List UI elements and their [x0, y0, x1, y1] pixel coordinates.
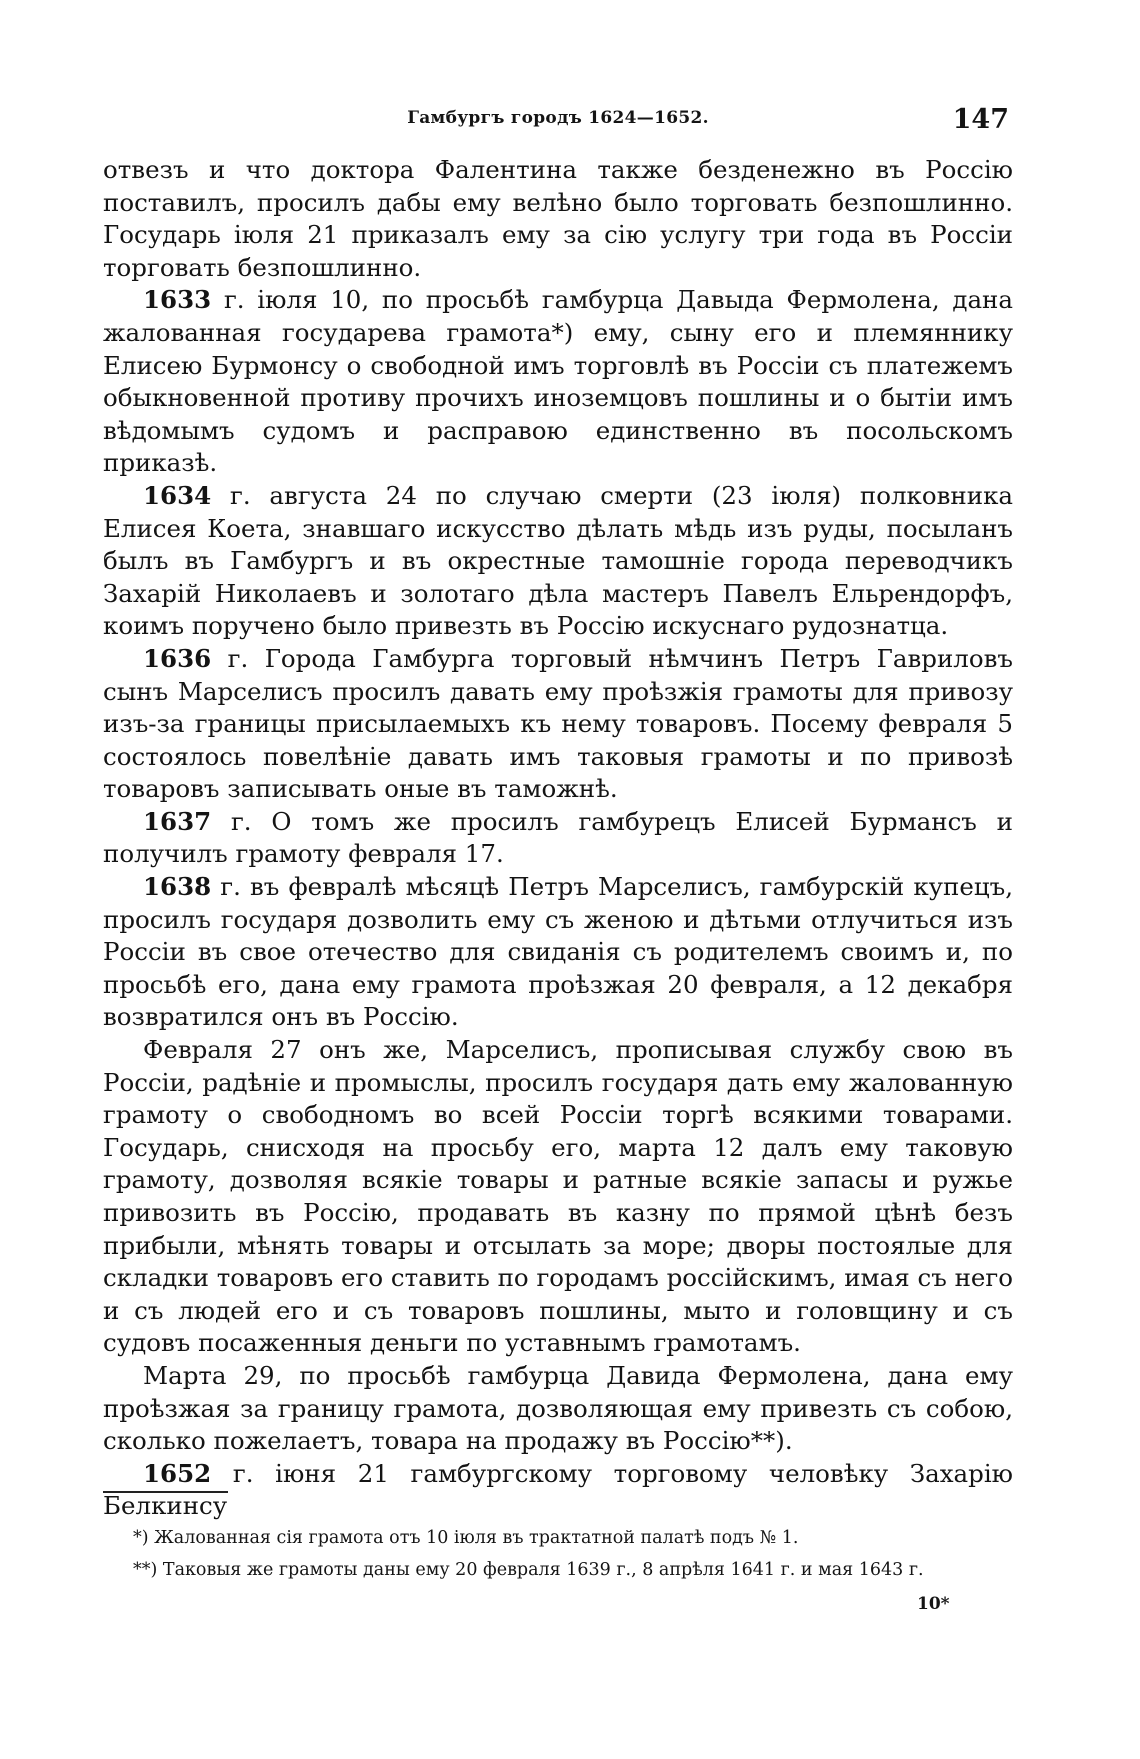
paragraph-text: г. О томъ же просилъ гамбурецъ Елисей Бурмансъ и получилъ грамоту февраля 17.: [103, 806, 1013, 869]
footnote: **) Таковыя же грамоты даны ему 20 февраля 1639 г., 8 апрѣля 1641 г. и мая 1643 г.: [133, 1560, 924, 1580]
body-text: [103, 154, 1013, 1523]
paragraph: [103, 643, 1013, 806]
page-header: [103, 104, 1013, 138]
paragraph-text: отвезъ и что доктора Фалентина также безденежно въ Россію поставилъ, просилъ дабы ему велѣно было торговать безпошлинно. Государь іюля 21 приказалъ ему за сію услугу три года въ Россіи торговать безпошлинно.: [103, 155, 1013, 282]
printer-signature-mark: 10*: [917, 1594, 950, 1614]
footnotes: [133, 1522, 1013, 1586]
paragraph: [103, 871, 1013, 1034]
running-title: Гамбургъ городъ 1624—1652.: [407, 108, 709, 128]
paragraph-text: г. въ февралѣ мѣсяцѣ Петръ Марселисъ, гамбурскій купецъ, просилъ государя дозволить ему съ женою и дѣтьми отлучиться изъ Россіи въ свое отечество для свиданія съ родителемъ своимъ и, по просьбѣ его, дана ему грамота проѣзжая 20 февраля, а 12 декабря возвратился онъ въ Россію.: [103, 872, 1013, 1032]
paragraph-year: 1633: [143, 285, 212, 315]
paragraph-text: Февраля 27 онъ же, Марселисъ, прописывая службу свою въ Россіи, радѣніе и промыслы, просилъ государя дать ему жалованную грамоту о свободномъ во всей Россіи торгѣ всякими товарами. Государь, снисходя на просьбу его, марта 12 далъ ему таковую грамоту, дозволяя всякіе товары и ратные всякіе запасы и ружье привозить въ Россію, продавать въ казну по прямой цѣнѣ безъ прибыли, мѣнять товары и отсылать за море; дворы постоялые для складки товаровъ его ставить по городамъ россійскимъ, имая съ него и съ людей его и съ товаровъ пошлины, мыто и головщину и съ судовъ посаженныя деньги по уставнымъ грамотамъ.: [103, 1035, 1013, 1358]
paragraph: [103, 480, 1013, 643]
paragraph-year: 1637: [143, 806, 212, 836]
footnote-divider: [103, 1491, 228, 1493]
paragraph: [103, 1458, 1013, 1523]
page-number: 147: [952, 104, 1009, 135]
footnote: *) Жалованная сія грамота отъ 10 іюля въ трактатной палатѣ подъ № 1.: [133, 1528, 799, 1548]
paragraph: [103, 154, 1013, 284]
paragraph-year: 1634: [143, 480, 212, 510]
paragraph: [103, 284, 1013, 480]
paragraph-year: 1636: [143, 643, 212, 673]
paragraph-text: г. Города Гамбурга торговый нѣмчинъ Петръ Гавриловъ сынъ Марселисъ просилъ давать ему проѣзжія грамоты для привозу изъ-за границы присылаемыхъ къ нему товаровъ. Посему февраля 5 состоялось повелѣніе давать имъ таковыя грамоты и по привозѣ товаровъ записывать оные въ таможнѣ.: [103, 643, 1013, 804]
paragraph-text: г. іюня 21 гамбургскому торговому человѣку Захарію Белкинсу: [103, 1458, 1013, 1521]
paragraph-text: г. іюля 10, по просьбѣ гамбурца Давыда Фермолена, дана жалованная государева грамота*) ему, сыну его и племяннику Елисею Бурмонсу о свободной имъ торговлѣ въ Россіи съ платежемъ обыкновенной противу прочихъ иноземцовъ пошлины и о бытіи имъ вѣдомымъ судомъ и расправою единственно въ посольскомъ приказѣ.: [103, 285, 1013, 478]
paragraph: [103, 1034, 1013, 1360]
paragraph-text: Марта 29, по просьбѣ гамбурца Давида Фермолена, дана ему проѣзжая за границу грамота, дозволяющая ему привезть съ собою, сколько пожелаетъ, товара на продажу въ Россію**).: [103, 1360, 1013, 1456]
paragraph-year: 1638: [143, 872, 212, 902]
paragraph-text: г. августа 24 по случаю смерти (23 іюля) полковника Елисея Коета, знавшаго искусство дѣлать мѣдь изъ руды, посыланъ былъ въ Гамбургъ и въ окрестные тамошніе города переводчикъ Захарій Николаевъ и золотаго дѣла мастеръ Павелъ Ельрендорфъ, коимъ поручено было привезть въ Россію искуснаго рудознатца.: [103, 480, 1013, 641]
paragraph-year: 1652: [143, 1458, 212, 1488]
paragraph: [103, 806, 1013, 871]
paragraph: [103, 1360, 1013, 1458]
